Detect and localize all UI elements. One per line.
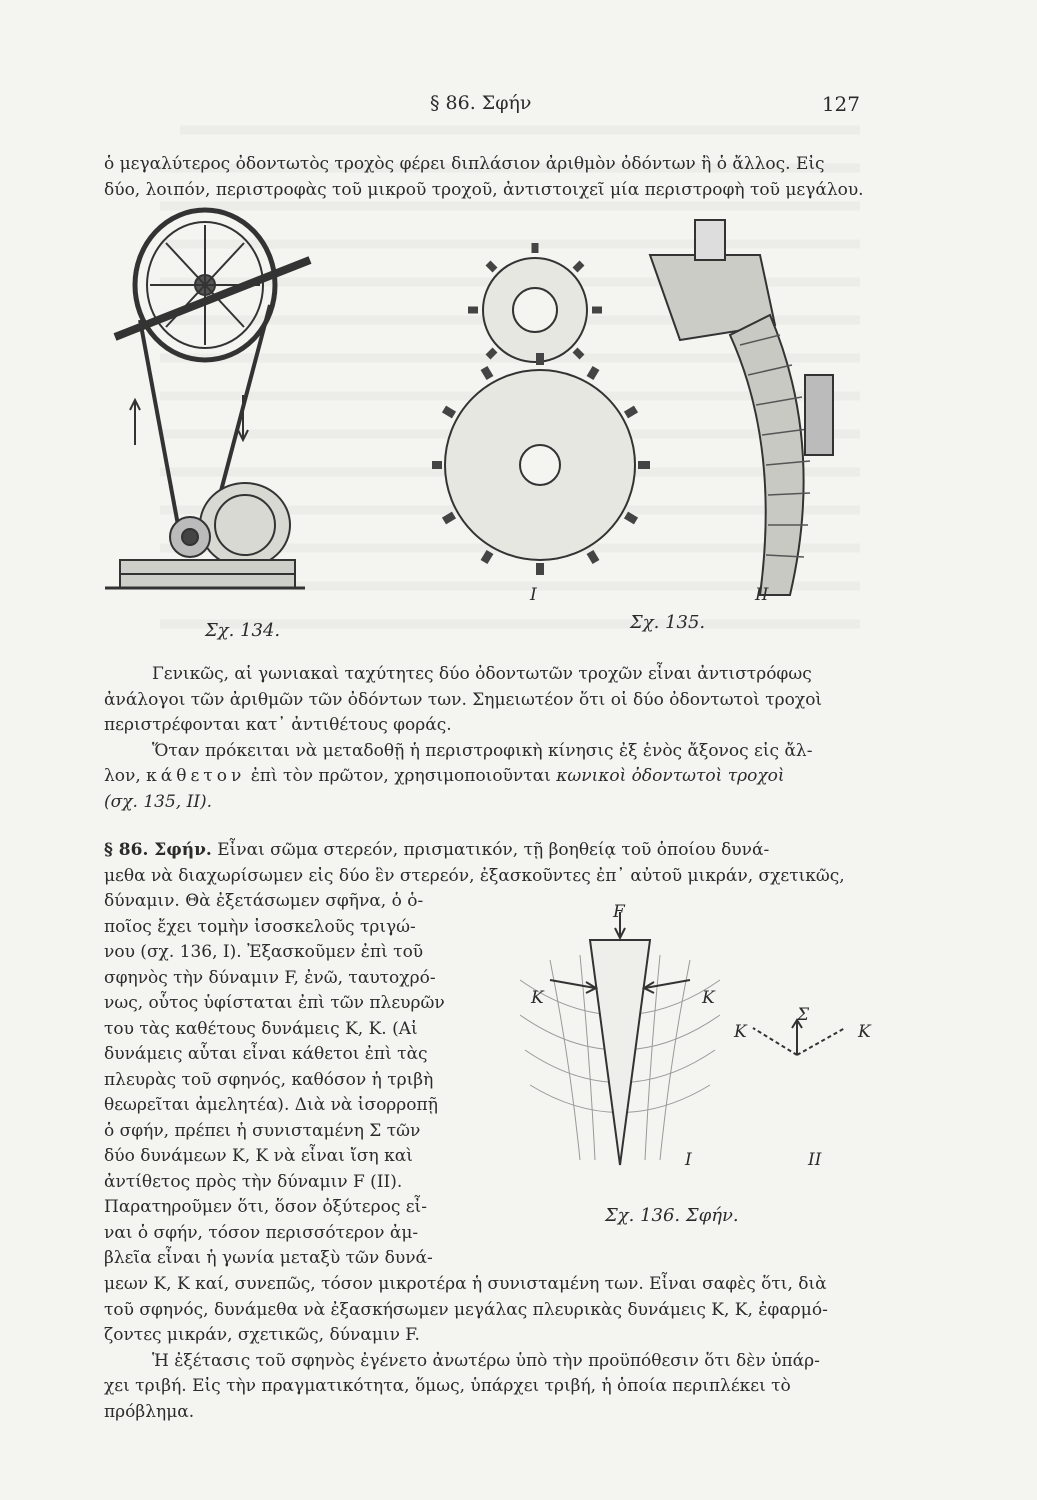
figure-136-K-left-label: K [531, 988, 544, 1008]
figure-136-K-right-label: K [702, 988, 715, 1008]
section-86-column [104, 889, 469, 1272]
general-line-5d: κωνικοὶ ὀδοντωτοὶ τροχοὶ [556, 766, 785, 786]
figure-135-label-I: I [530, 585, 537, 605]
general-line-5b: κάθετον [146, 766, 246, 786]
section-86-line-19: τοῦ σφηνός, δυνάμεθα νὰ ἐξασκήσωμεν μεγάλας πλευρικὰς δυνάμεις K, K, ἐφαρμό- [104, 1299, 828, 1320]
figure-136-label-II: II [808, 1150, 822, 1170]
section-86-line-14: ἀντίθετος πρὸς τὴν δύναμιν F (II). [104, 1171, 403, 1192]
general-line-5c: ἐπὶ τὸν πρῶτον, χρησιμοποιοῦνται [250, 766, 551, 786]
section-86-line-21: Ἡ ἐξέτασις τοῦ σφηνὸς ἐγένετο ἀνωτέρω ὑπὸ τὴν προϋπόθεσιν ὅτι δὲν ὑπάρ- [152, 1350, 820, 1371]
section-86-label: § 86. Σφήν. [104, 840, 212, 860]
intro-line-1: ὁ μεγαλύτερος ὀδοντωτὸς τροχὸς φέρει διπλάσιον ἀριθμὸν ὀδόντων ἢ ὁ ἄλλος. Εἰς [104, 154, 825, 174]
section-86-top [104, 838, 884, 889]
page-number: 127 [821, 92, 860, 116]
section-86-line-17: βλεῖα εἶναι ἡ γωνία μεταξὺ τῶν δυνά- [104, 1248, 433, 1268]
section-86-line-15: Παρατηροῦμεν ὅτι, ὅσον ὀξύτερος εἶ- [104, 1197, 427, 1217]
intro-line-2: δύο, λοιπόν, περιστροφὰς τοῦ μικροῦ τροχοῦ, ἀντιστοιχεῖ μία περιστροφὴ τοῦ μεγάλου. [104, 179, 864, 200]
figure-136-F-label: F [613, 902, 625, 922]
general-line-3: περιστρέφονται κατ᾽ ἀντιθέτους φοράς. [104, 715, 452, 735]
figure-134-caption: Σχ. 134. [205, 620, 281, 641]
section-86-line-10: πλευρὰς τοῦ σφηνός, καθόσον ἡ τριβὴ [104, 1069, 434, 1090]
running-header [110, 92, 860, 122]
figure-136-label-I: I [685, 1150, 692, 1170]
general-line-4: Ὅταν πρόκειται νὰ μεταδοθῇ ἡ περιστροφικὴ κίνησις ἐξ ἑνὸς ἄξονος εἰς ἄλ- [152, 740, 813, 761]
figure-136-wedge [510, 900, 890, 1185]
figure-135-caption: Σχ. 135. [630, 612, 706, 633]
section-86-line-22: χει τριβή. Εἰς τὴν πραγματικότητα, ὅμως, ὑπάρχει τριβή, ἡ ὁποία περιπλέκει τὸ [104, 1376, 791, 1396]
section-86-line-1 [104, 838, 884, 864]
general-line-5a: λον, [104, 766, 141, 786]
section-86-line-7: νως, οὗτος ὑφίσταται ἐπὶ τῶν πλευρῶν [104, 993, 445, 1013]
general-line-2: ἀνάλογοι τῶν ἀριθμῶν τῶν ὀδόντων των. Σημειωτέον ὅτι οἱ δύο ὀδοντωτοὶ τροχοὶ [104, 689, 823, 710]
general-line-1: Γενικῶς, αἱ γωνιακαὶ ταχύτητες δύο ὀδοντωτῶν τροχῶν εἶναι ἀντιστρόφως [152, 664, 812, 684]
section-86-bottom [104, 1272, 884, 1425]
section-86-line-12: ὁ σφήν, πρέπει ἡ συνισταμένη Σ τῶν [104, 1120, 421, 1141]
section-86-line-3: δύναμιν. Θὰ ἐξετάσωμεν σφῆνα, ὁ ὁ- [104, 891, 424, 911]
section-title: § 86. Σφήν [430, 92, 532, 114]
figure-136-K2-left-label: K [734, 1022, 747, 1042]
figure-135-label-II: II [755, 585, 769, 605]
section-86-line-11: θεωρεῖται ἀμελητέα). Διὰ νὰ ἰσορροπῇ [104, 1095, 438, 1115]
section-86-line-13: δύο δυνάμεων K, K νὰ εἶναι ἴση καὶ [104, 1146, 413, 1166]
general-line-6: (σχ. 135, II). [104, 791, 213, 812]
section-86-line-1-text: Εἶναι σῶμα στερεόν, πρισματικόν, τῇ βοηθείᾳ τοῦ ὁποίου δυνά- [217, 840, 770, 860]
section-86-line-16: ναι ὁ σφήν, τόσον περισσότερον ἀμ- [104, 1222, 419, 1243]
figure-135-gears [430, 215, 850, 605]
section-86-line-23: πρόβλημα. [104, 1401, 195, 1422]
figure-136-sigma-label: Σ [797, 1005, 810, 1025]
figure-134-belt-drive [100, 205, 330, 620]
section-86-line-2: μεθα νὰ διαχωρίσωμεν εἰς δύο ἓν στερεόν, ἐξασκοῦντες ἐπ᾽ αὐτοῦ μικράν, σχετικῶς, [104, 865, 845, 886]
section-86-line-5: νου (σχ. 136, I). Ἐξασκοῦμεν ἐπὶ τοῦ [104, 942, 424, 962]
section-86-line-4: ποῖος ἔχει τομὴν ἰσοσκελοῦς τριγώ- [104, 916, 416, 937]
figure-136-caption: Σχ. 136. Σφήν. [605, 1205, 739, 1226]
figure-136-K2-right-label: K [858, 1022, 871, 1042]
section-86-line-18: μεων K, K καί, συνεπῶς, τόσον μικροτέρα ἡ συνισταμένη των. Εἶναι σαφὲς ὅτι, διὰ [104, 1274, 827, 1294]
section-86-line-6: σφηνὸς τὴν δύναμιν F, ἐνῶ, ταυτοχρό- [104, 967, 436, 988]
section-86-line-20: ζοντες μικράν, σχετικῶς, δύναμιν F. [104, 1325, 420, 1345]
intro-paragraph [104, 152, 884, 203]
section-86-line-9: δυνάμεις αὗται εἶναι κάθετοι ἐπὶ τὰς [104, 1044, 428, 1064]
section-86-line-8: του τὰς καθέτους δυνάμεις K, K. (Αἱ [104, 1018, 418, 1039]
general-paragraph [104, 662, 884, 815]
general-line-5 [104, 764, 884, 790]
